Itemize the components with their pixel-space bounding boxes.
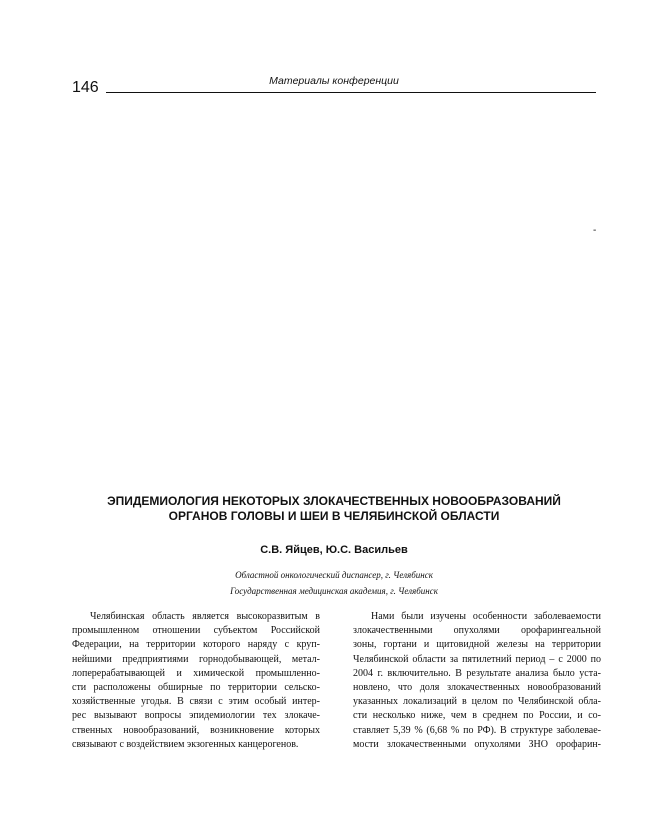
left-paragraph [72, 610, 320, 752]
text-line: промышленном отношении субъектом Российской [72, 625, 320, 637]
right-paragraph [353, 610, 601, 752]
text-line: лоперерабатывающей и химической промышленно- [72, 667, 320, 679]
article-title [72, 494, 596, 524]
text-line: хозяйственные угодья. В связи с этим особый интер- [72, 696, 320, 708]
text-line: рес вызывают вопросы эпидемиологии тех злокаче- [72, 710, 320, 722]
text-line: мости злокачественными опухолями ЗНО орофарин- [353, 738, 601, 750]
stray-mark: - [593, 225, 597, 236]
text-line: Нами были изучены особенности заболеваемости [371, 611, 601, 622]
left-column [72, 610, 320, 752]
text-line: ставляет 5,39 % (6,68 % по РФ). В структуре заболевае- [353, 724, 601, 736]
article-title-line: ЭПИДЕМИОЛОГИЯ НЕКОТОРЫХ ЗЛОКАЧЕСТВЕННЫХ НОВООБРАЗОВАНИЙ [107, 494, 561, 508]
text-line: указанных локализаций в целом по Челябинской обла- [353, 696, 601, 708]
text-line: сти расположены обширные по территории сельско- [72, 682, 320, 694]
text-line: 2004 г. включительно. В результате анализа было уста- [353, 667, 601, 679]
right-column [353, 610, 601, 752]
text-line: Челябинская область является высокоразвитым в [90, 611, 320, 622]
text-line: связывают с воздействием экзогенных канцерогенов. [72, 738, 299, 750]
page-header [72, 75, 596, 97]
text-line: нейшими предприятиями горнодобывающей, метал- [72, 653, 320, 665]
text-line: злокачественными опухолями орофарингеальной [353, 625, 601, 637]
affiliation-line: Государственная медицинская академия, г. Челябинск [230, 586, 438, 596]
page-number: 146 [72, 79, 99, 96]
text-line: зоны, гортани и щитовидной железы на территории [353, 639, 601, 651]
affiliations [72, 567, 596, 599]
running-head: Материалы конференции [269, 75, 399, 87]
text-line: Челябинской области за пятилетний период – с 2000 по [353, 653, 601, 665]
text-line: новлено, что доля злокачественных новообразований [353, 682, 601, 694]
authors: С.В. Яйцев, Ю.С. Васильев [260, 544, 408, 556]
text-line: Федерации, на территории которого наряду с круп- [72, 639, 320, 651]
text-line: ственных новообразований, возникновение которых [72, 724, 320, 736]
text-line: сти несколько ниже, чем в среднем по России, и со- [353, 710, 601, 722]
header-rule [106, 92, 596, 93]
article-title-line: ОРГАНОВ ГОЛОВЫ И ШЕИ В ЧЕЛЯБИНСКОЙ ОБЛАСТИ [168, 509, 500, 523]
affiliation-line: Областной онкологический диспансер, г. Челябинск [235, 570, 433, 580]
